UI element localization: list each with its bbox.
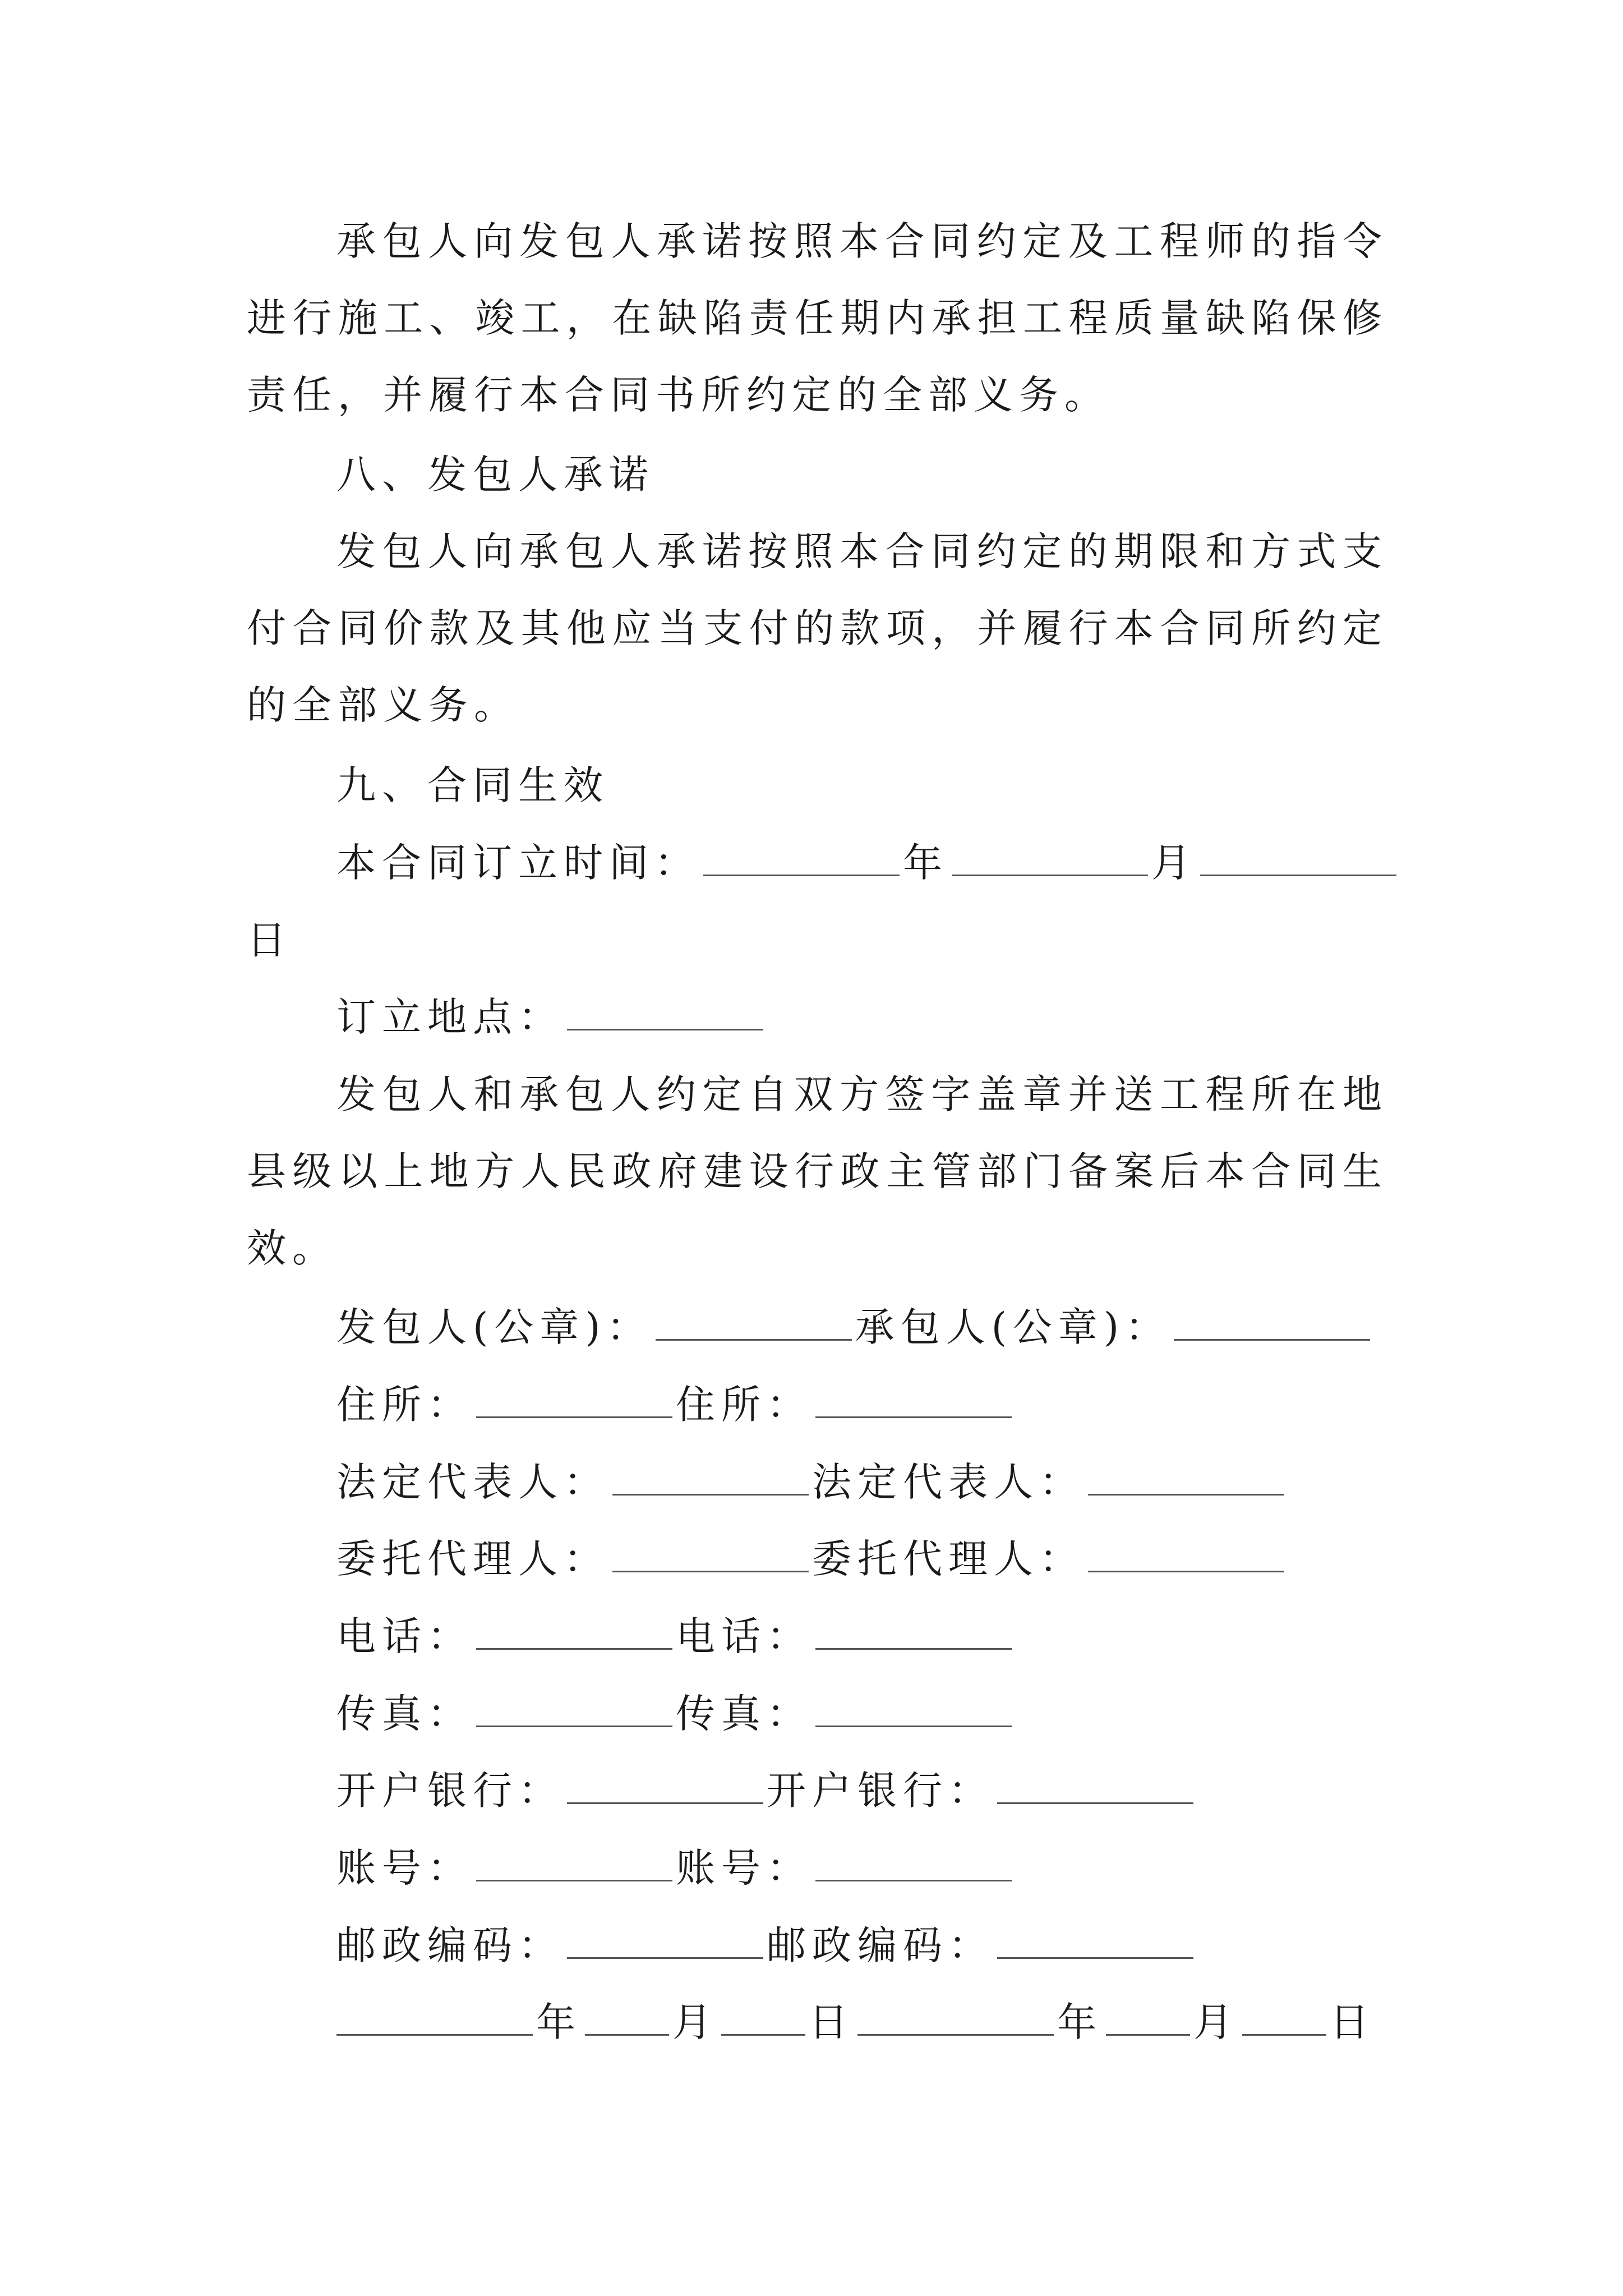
section-heading-8: 八、发包人承诺 [336, 452, 654, 498]
employer-seal-label: 发包人(公章)： [336, 1304, 652, 1350]
signing-place-blank[interactable] [567, 996, 763, 1030]
effect-clause-paragraph: 发包人和承包人约定自双方签字盖章并送工程所在地县级以上地方人民政府建设行政主管部门备案后本合同生效。 [247, 1071, 1388, 1271]
contractor-fax-label: 传真： [676, 1691, 812, 1737]
employer-fax-label: 传真： [336, 1691, 473, 1737]
contractor-agent-blank[interactable] [1088, 1538, 1284, 1572]
contractor-legal-rep-label: 法定代表人： [812, 1459, 1085, 1505]
employer-bank-label: 开户银行： [336, 1768, 564, 1814]
contractor-month-blank[interactable] [1106, 2001, 1190, 2036]
employer-agent-blank[interactable] [612, 1538, 809, 1572]
seal-row [336, 1289, 1373, 1366]
employer-phone-label: 电话： [336, 1613, 473, 1659]
contractor-fax-blank[interactable] [815, 1693, 1012, 1727]
contractor-address-label: 住所： [676, 1382, 812, 1428]
contractor-postcode-blank[interactable] [997, 1925, 1193, 1959]
employer-address-blank[interactable] [476, 1384, 672, 1418]
contractor-bank-label: 开户银行： [767, 1768, 994, 1814]
signing-month-blank[interactable] [952, 842, 1148, 876]
address-row [336, 1366, 1015, 1443]
employer-month-blank[interactable] [585, 2001, 669, 2036]
signing-year-blank[interactable] [703, 842, 900, 876]
account-row [336, 1830, 1015, 1907]
employer-bank-blank[interactable] [567, 1770, 763, 1804]
signing-day-label: 日 [247, 917, 292, 963]
signing-month-label: 月 [1151, 840, 1197, 886]
signing-place-label: 订立地点： [336, 994, 564, 1040]
contractor-seal-label: 承包人(公章)： [855, 1304, 1171, 1350]
legal-rep-row [336, 1444, 1288, 1521]
employer-agent-label: 委托代理人： [336, 1536, 609, 1582]
contractor-phone-blank[interactable] [815, 1616, 1012, 1650]
signing-day-line [247, 902, 292, 979]
employer-month-label: 月 [672, 1999, 718, 2045]
signing-place-line [336, 979, 767, 1056]
employer-year-label: 年 [536, 1999, 582, 2045]
employer-legal-rep-blank[interactable] [612, 1461, 809, 1496]
contractor-agent-label: 委托代理人： [812, 1536, 1085, 1582]
contractor-address-blank[interactable] [815, 1384, 1012, 1418]
employer-account-blank[interactable] [476, 1847, 672, 1881]
employer-day-label: 日 [809, 1999, 854, 2045]
agent-row [336, 1521, 1288, 1598]
contractor-year-label: 年 [1057, 1999, 1103, 2045]
signing-time-label: 本合同订立时间： [336, 840, 700, 886]
employer-phone-blank[interactable] [476, 1616, 672, 1650]
employer-postcode-label: 邮政编码： [336, 1922, 564, 1968]
contractor-seal-blank[interactable] [1174, 1306, 1370, 1341]
contractor-legal-rep-blank[interactable] [1088, 1461, 1284, 1496]
employer-day-blank[interactable] [721, 2001, 805, 2036]
postcode-row [336, 1907, 1197, 1984]
employer-postcode-blank[interactable] [567, 1925, 763, 1959]
fax-row [336, 1676, 1015, 1752]
contractor-phone-label: 电话： [676, 1613, 812, 1659]
contractor-day-label: 日 [1330, 1999, 1375, 2045]
employer-promise-paragraph: 发包人向承包人承诺按照本合同约定的期限和方式支付合同价款及其他应当支付的款项，并履行本合同所约定的全部义务。 [247, 528, 1388, 728]
contractor-day-blank[interactable] [1242, 2001, 1326, 2036]
contractor-account-blank[interactable] [815, 1847, 1012, 1881]
date-row [336, 1984, 1375, 2061]
contractor-promise-paragraph: 承包人向发包人承诺按照本合同约定及工程师的指令进行施工、竣工，在缺陷责任期内承担工程质量缺陷保修责任，并履行本合同书所约定的全部义务。 [247, 218, 1388, 418]
contractor-postcode-label: 邮政编码： [767, 1922, 994, 1968]
contractor-month-label: 月 [1193, 1999, 1239, 2045]
employer-seal-blank[interactable] [656, 1306, 852, 1341]
bank-row [336, 1752, 1197, 1829]
signing-year-label: 年 [903, 840, 948, 886]
contractor-year-blank[interactable] [857, 2001, 1054, 2036]
signing-day-blank[interactable] [1200, 842, 1396, 876]
phone-row [336, 1598, 1015, 1675]
section-heading-9: 九、合同生效 [336, 762, 609, 808]
contractor-bank-blank[interactable] [997, 1770, 1193, 1804]
employer-fax-blank[interactable] [476, 1693, 672, 1727]
employer-account-label: 账号： [336, 1845, 473, 1891]
employer-year-blank[interactable] [336, 2001, 533, 2036]
contractor-account-label: 账号： [676, 1845, 812, 1891]
employer-legal-rep-label: 法定代表人： [336, 1459, 609, 1505]
employer-address-label: 住所： [336, 1382, 473, 1428]
signing-time-line [336, 825, 1400, 901]
